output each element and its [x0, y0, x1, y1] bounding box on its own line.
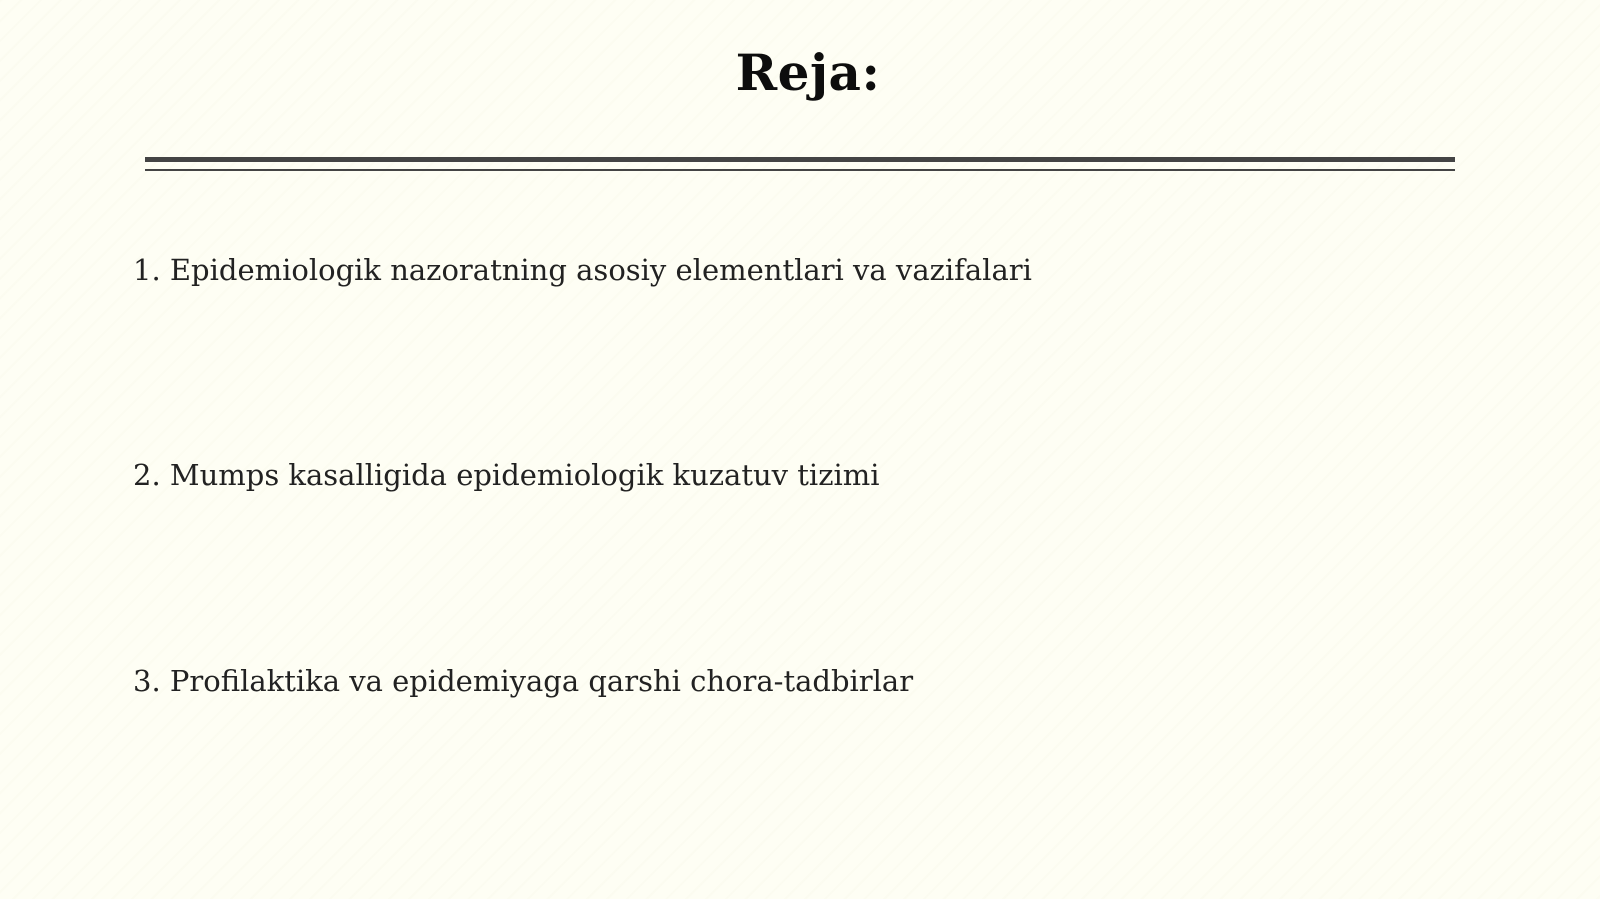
plan-item-2: 2. Mumps kasalligida epidemiologik kuzatuv tizimi: [133, 458, 880, 492]
title-divider-thin: [145, 169, 1455, 171]
plan-item-3: 3. Profilaktika va epidemiyaga qarshi chora-tadbirlar: [133, 664, 914, 698]
title-divider-thick: [145, 157, 1455, 162]
slide-title: Reja:: [735, 43, 881, 102]
plan-item-1: 1. Epidemiologik nazoratning asosiy elementlari va vazifalari: [133, 253, 1032, 287]
